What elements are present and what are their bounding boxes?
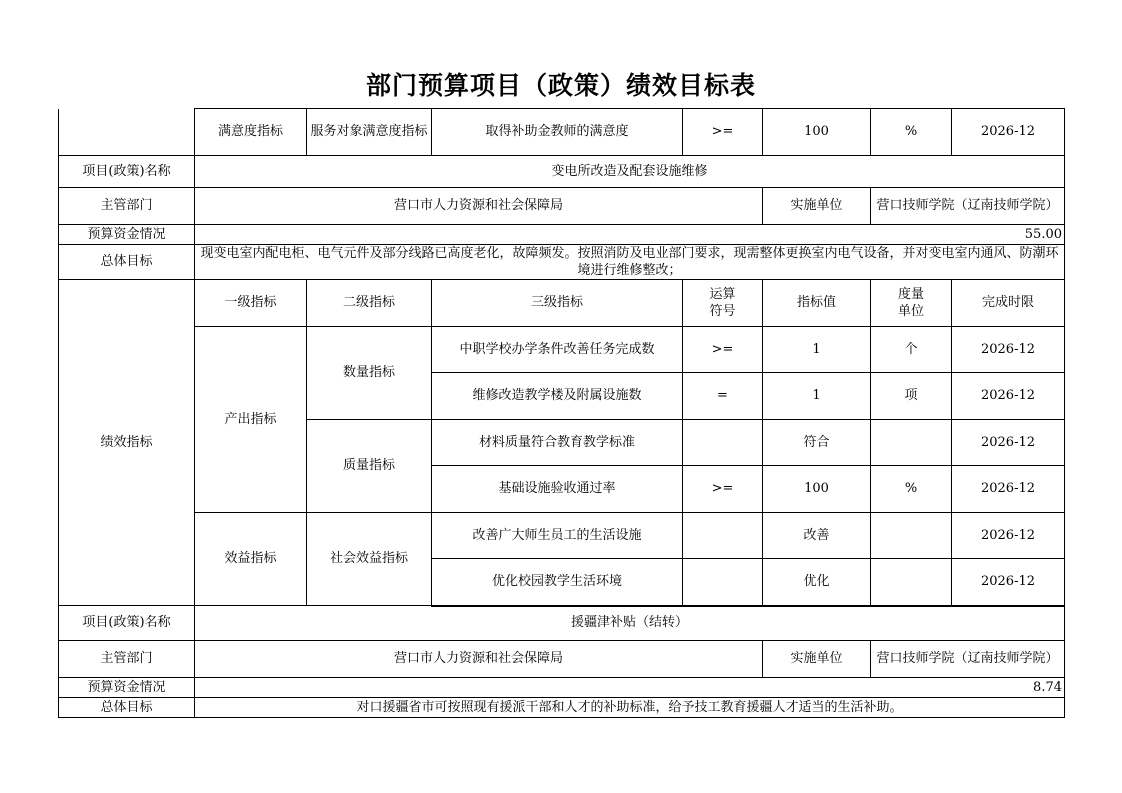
table-row [59, 641, 1065, 678]
goal-label: 总体目标 [59, 698, 195, 718]
level2-quantity: 数量指标 [307, 327, 432, 420]
level3-cell: 改善广大师生员工的生活设施 [432, 513, 683, 559]
deadline-cell: 2026-12 [952, 466, 1065, 513]
level2-cell: 服务对象满意度指标 [307, 109, 432, 156]
level1-benefit: 效益指标 [195, 513, 307, 606]
level1-cell: 满意度指标 [195, 109, 307, 156]
operator-cell: >= [683, 327, 763, 373]
value-cell: 1 [763, 373, 871, 420]
impl-label: 实施单位 [763, 641, 871, 678]
header-level3: 三级指标 [432, 280, 683, 327]
level3-cell: 基础设施验收通过率 [432, 466, 683, 513]
unit-cell: % [871, 109, 952, 156]
unit-cell [871, 420, 952, 466]
operator-cell: = [683, 373, 763, 420]
unit-cell: 项 [871, 373, 952, 420]
dept-label: 主管部门 [59, 188, 195, 225]
project-name-label: 项目(政策)名称 [59, 606, 195, 641]
table-row [59, 188, 1065, 225]
impl-value: 营口技师学院（辽南技师学院） [871, 188, 1065, 225]
operator-cell [683, 513, 763, 559]
deadline-cell: 2026-12 [952, 420, 1065, 466]
table-row [59, 156, 1065, 188]
goal-text: 对口援疆省市可按照现有援派干部和人才的补助标准，给予技工教育援疆人才适当的生活补助。 [195, 698, 1065, 718]
value-cell: 改善 [763, 513, 871, 559]
performance-target-table [58, 108, 1065, 718]
level3-cell: 材料质量符合教育教学标准 [432, 420, 683, 466]
dept-value: 营口市人力资源和社会保障局 [195, 641, 763, 678]
table-row [59, 327, 1065, 373]
unit-cell: % [871, 466, 952, 513]
blank-cell [59, 109, 195, 156]
deadline-cell: 2026-12 [952, 513, 1065, 559]
level3-cell: 中职学校办学条件改善任务完成数 [432, 327, 683, 373]
table-row [59, 280, 1065, 327]
value-cell: 100 [763, 109, 871, 156]
budget-label: 预算资金情况 [59, 225, 195, 245]
perf-label: 绩效指标 [59, 280, 195, 606]
header-level1: 一级指标 [195, 280, 307, 327]
header-value: 指标值 [763, 280, 871, 327]
value-cell: 优化 [763, 559, 871, 606]
impl-value: 营口技师学院（辽南技师学院） [871, 641, 1065, 678]
value-cell: 100 [763, 466, 871, 513]
unit-cell [871, 559, 952, 606]
value-cell: 符合 [763, 420, 871, 466]
table-row [59, 678, 1065, 698]
level2-social: 社会效益指标 [307, 513, 432, 606]
value-cell: 1 [763, 327, 871, 373]
table-row [59, 698, 1065, 718]
dept-value: 营口市人力资源和社会保障局 [195, 188, 763, 225]
unit-cell [871, 513, 952, 559]
deadline-cell: 2026-12 [952, 373, 1065, 420]
table-row [59, 109, 1065, 156]
dept-label: 主管部门 [59, 641, 195, 678]
header-operator: 运算符号 [683, 280, 763, 327]
table-row [59, 225, 1065, 245]
project-name: 变电所改造及配套设施维修 [195, 156, 1065, 188]
table-row [59, 245, 1065, 280]
project-name-label: 项目(政策)名称 [59, 156, 195, 188]
level3-cell: 维修改造教学楼及附属设施数 [432, 373, 683, 420]
page-title: 部门预算项目（政策）绩效目标表 [365, 71, 756, 100]
table-row [59, 606, 1065, 641]
level3-cell: 取得补助金教师的满意度 [432, 109, 683, 156]
level2-quality: 质量指标 [307, 420, 432, 513]
goal-text: 现变电室内配电柜、电气元件及部分线路已高度老化，故障频发。按照消防及电业部门要求，现需整体更换室内电气设备，并对变电室内通风、防潮环境进行维修整改； [195, 245, 1065, 280]
budget-value: 8.74 [195, 678, 1065, 698]
header-level2: 二级指标 [307, 280, 432, 327]
operator-cell [683, 420, 763, 466]
deadline-cell: 2026-12 [952, 559, 1065, 606]
deadline-cell: 2026-12 [952, 109, 1065, 156]
table-row [59, 513, 1065, 559]
impl-label: 实施单位 [763, 188, 871, 225]
operator-cell: >= [683, 466, 763, 513]
project-name: 援疆津补贴（结转） [195, 606, 1065, 641]
operator-cell: >= [683, 109, 763, 156]
budget-value: 55.00 [195, 225, 1065, 245]
unit-cell: 个 [871, 327, 952, 373]
goal-label: 总体目标 [59, 245, 195, 280]
budget-label: 预算资金情况 [59, 678, 195, 698]
header-unit: 度量单位 [871, 280, 952, 327]
header-deadline: 完成时限 [952, 280, 1065, 327]
level1-output: 产出指标 [195, 327, 307, 513]
level3-cell: 优化校园教学生活环境 [432, 559, 683, 606]
operator-cell [683, 559, 763, 606]
deadline-cell: 2026-12 [952, 327, 1065, 373]
